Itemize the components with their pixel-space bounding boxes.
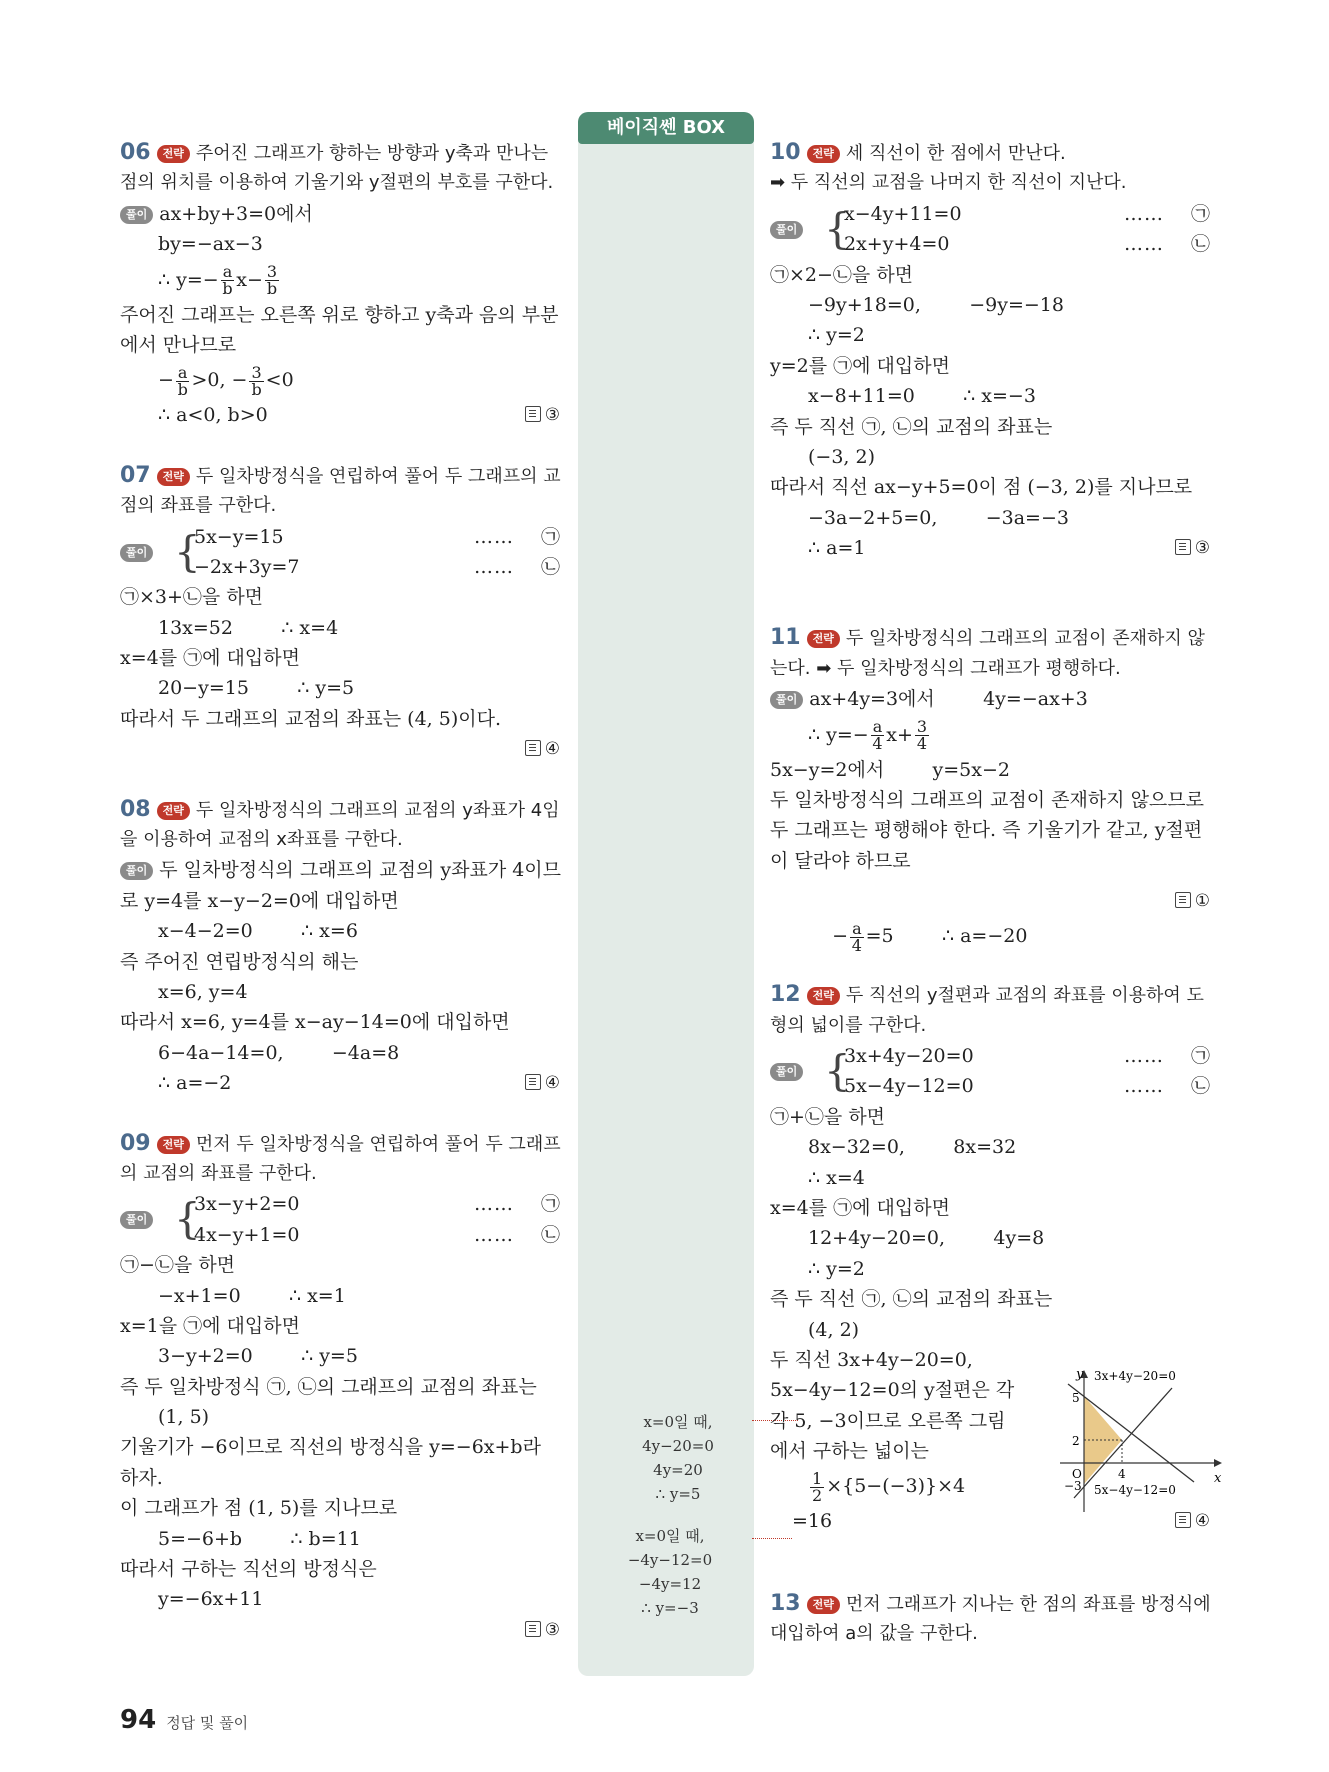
- solution-line: ax+4y=3에서 4y=−ax+3: [809, 688, 1088, 711]
- brace: {: [174, 1194, 201, 1244]
- solution-line: x−8+11=0 ∴ x=−3: [808, 385, 1036, 408]
- tick-label-4: 4: [1118, 1467, 1126, 1481]
- solution-line: − $\frac{a}{4}$ =5 ∴ a=−20 ①: [770, 876, 1210, 916]
- solution-line: 이 그래프가 점 (1, 5)를 지나므로: [120, 1497, 398, 1520]
- strategy-badge: 전략: [807, 1596, 840, 1614]
- solution-line: 20−y=15 ∴ y=5: [158, 677, 355, 700]
- equation-system: 풀이 { 5x−y=15 …… ㉠ −2x+3y=7 …… ㉡: [120, 522, 560, 583]
- solution-line: 6−4a−14=0, −4a=8: [158, 1041, 400, 1064]
- solution-line: 즉 주어진 연립방정식의 해는: [120, 950, 359, 973]
- solution-line: y=−6x+11: [158, 1588, 264, 1611]
- strategy-badge: 전략: [157, 468, 190, 486]
- solution-line: −3a−2+5=0, −3a=−3: [808, 506, 1069, 529]
- solution-line: ㉠+㉡을 하면: [770, 1105, 886, 1128]
- solution-line: 5=−6+b ∴ b=11: [158, 1527, 361, 1550]
- equation-system: 풀이 { 3x−y+2=0 …… ㉠ 4x−y+1=0 …… ㉡: [120, 1189, 560, 1250]
- page-footer: [120, 1705, 248, 1735]
- solution-badge: 풀이: [120, 206, 153, 224]
- side-note-line: x=0일 때,: [643, 1413, 713, 1431]
- tick-label-2: 2: [1072, 1434, 1080, 1448]
- answer-icon: [525, 406, 541, 422]
- answer-marker: ④: [525, 1068, 560, 1098]
- solution-line: 에서 구하는 넓이는: [770, 1440, 929, 1463]
- solution-line: ∴ a=−2 ④: [120, 1068, 560, 1098]
- solution-line: 5x−y=2에서 y=5x−2: [770, 758, 1010, 781]
- brace: {: [174, 526, 201, 576]
- solution-line: 이 달라야 하므로: [770, 849, 911, 872]
- solution-line: (4, 2): [808, 1318, 860, 1341]
- solution-line: x=4를 ㉠에 대입하면: [120, 647, 300, 670]
- solution-line: ㉠−㉡을 하면: [120, 1254, 236, 1277]
- brace: {: [824, 1046, 851, 1095]
- solution-line: (1, 5): [158, 1406, 210, 1429]
- strategy-badge: 전략: [157, 1136, 190, 1154]
- answer-icon: [1175, 892, 1191, 908]
- solution-line: ∴ y=− $\frac{a}{4}$ x+ $\frac{3}{4}$: [808, 717, 928, 754]
- solution-line: x=4를 ㉠에 대입하면: [770, 1196, 950, 1219]
- solution-badge: 풀이: [120, 1211, 153, 1229]
- left-column: [120, 138, 560, 1645]
- intercept-graph: [1054, 1366, 1224, 1516]
- problem-08-header: 08 전략 두 일차방정식의 그래프의 교점의 y좌표가 4임: [120, 796, 560, 822]
- answer-marker: ③: [1175, 533, 1210, 563]
- solution-line: 하자.: [120, 1466, 163, 1489]
- line-label-2: 5x−4y−12=0: [1094, 1483, 1176, 1497]
- equation-system: 풀이 { x−4y+11=0 …… ㉠ 2x+y+4=0 …… ㉡: [770, 199, 1210, 260]
- solution-line: ∴ a=1 ③: [770, 533, 1210, 563]
- equation-system: 풀이 { 3x+4y−20=0 …… ㉠ 5x−4y−12=0 …… ㉡: [770, 1041, 1210, 1102]
- solution-line: 따라서 x=6, y=4를 x−ay−14=0에 대입하면: [120, 1011, 510, 1034]
- answer-icon: [1175, 539, 1191, 555]
- problem-08-header-cont: 을 이용하여 교점의 x좌표를 구한다.: [120, 829, 403, 851]
- solution-line: ∴ x=4: [808, 1166, 865, 1189]
- side-note-line: ∴ y=5: [655, 1485, 701, 1503]
- tick-label-5: 5: [1072, 1391, 1080, 1405]
- problem-13-header: 13 전략 먼저 그래프가 지나는 한 점의 좌표를 방정식에: [770, 1590, 1211, 1616]
- solution-badge: 풀이: [120, 862, 153, 880]
- solution-line: 즉 두 직선 ㉠, ㉡의 교점의 좌표는: [770, 415, 1053, 438]
- solution-line: 8x−32=0, 8x=32: [808, 1136, 1017, 1159]
- problem-11-header: 11 전략 두 일차방정식의 그래프의 교점이 존재하지 않: [770, 625, 1205, 651]
- solution-line: 따라서 직선 ax−y+5=0이 점 (−3, 2)를 지나므로: [770, 476, 1193, 499]
- solution-line: 따라서 구하는 직선의 방정식은: [120, 1558, 377, 1581]
- solution-line: ∴ y=− $\frac{a}{b}$ x− $\frac{3}{b}$: [158, 262, 278, 299]
- solution-line: =16 ④: [770, 1506, 1210, 1536]
- answer-row: [120, 1615, 560, 1645]
- side-note-line: 4y=20: [653, 1461, 703, 1479]
- x-axis-label: x: [1214, 1471, 1222, 1486]
- problem-09-header: 09 전략 먼저 두 일차방정식을 연립하여 풀어 두 그래프: [120, 1130, 561, 1156]
- origin-label: O: [1072, 1467, 1082, 1481]
- solution-line: 각 5, −3이므로 오른쪽 그림: [770, 1409, 1006, 1432]
- solution-line: $\frac{1}{2}$ ×{5−(−3)}×4: [812, 1468, 966, 1505]
- answer-icon: [525, 740, 541, 756]
- problem-10-header: 10 전략 세 직선이 한 점에서 만난다.: [770, 140, 1066, 165]
- problem-12-header: 12 전략 두 직선의 y절편과 교점의 좌표를 이용하여 도: [770, 982, 1204, 1008]
- side-note-line: ∴ y=−3: [641, 1599, 699, 1617]
- answer-marker: ④: [1175, 1506, 1210, 1536]
- strategy-badge: 전략: [807, 145, 840, 163]
- solution-line: 12+4y−20=0, 4y=8: [808, 1227, 1045, 1250]
- solution-line: 13x=52 ∴ x=4: [158, 616, 339, 639]
- solution-line: −x+1=0 ∴ x=1: [158, 1284, 346, 1307]
- problem-06-header: 06 전략 주어진 그래프가 향하는 방향과 y축과 만나는: [120, 140, 549, 165]
- side-note-line: 4y−20=0: [642, 1437, 714, 1455]
- solution-line: ax+by+3=0에서: [159, 202, 313, 225]
- solution-line: 두 일차방정식의 그래프의 교점이 존재하지 않으므로: [770, 789, 1204, 812]
- strategy-badge: 전략: [807, 987, 840, 1005]
- solution-line: −9y+18=0, −9y=−18: [808, 293, 1064, 316]
- solution-badge: 풀이: [770, 691, 803, 709]
- footer-label: 정답 및 풀이: [166, 1714, 249, 1732]
- solution-line: 따라서 두 그래프의 교점의 좌표는 (4, 5)이다.: [120, 707, 501, 730]
- problem-10-header-cont: ➡ 두 직선의 교점을 나머지 한 직선이 지난다.: [770, 172, 1127, 194]
- y-axis-label: y: [1076, 1367, 1084, 1382]
- problem-09-header-cont: 의 교점의 좌표를 구한다.: [120, 1162, 317, 1184]
- solution-line: 두 그래프는 평행해야 한다. 즉 기울기가 같고, y절편: [770, 819, 1203, 842]
- solution-badge: 풀이: [120, 544, 153, 562]
- side-note-line: −4y−12=0: [627, 1551, 713, 1569]
- solution-line: x=6, y=4: [158, 981, 248, 1003]
- answer-marker: ③: [525, 400, 560, 430]
- solution-line: 3−y+2=0 ∴ y=5: [158, 1345, 358, 1368]
- problem-07-header-cont: 점의 좌표를 구한다.: [120, 495, 277, 517]
- page-number: 94: [120, 1705, 157, 1735]
- side-note-line: x=0일 때,: [635, 1527, 705, 1545]
- solution-line: (−3, 2): [808, 445, 876, 468]
- solution-line: − $\frac{a}{b}$ >0, − $\frac{3}{b}$ <0: [158, 362, 294, 399]
- problem-07-header: 07 전략 두 일차방정식을 연립하여 풀어 두 그래프의 교: [120, 462, 561, 488]
- solution-line: 로 y=4를 x−y−2=0에 대입하면: [120, 889, 399, 912]
- side-note-line: −4y=12: [638, 1575, 702, 1593]
- solution-line: ∴ y=2: [808, 324, 865, 347]
- solution-line: ㉠×3+㉡을 하면: [120, 586, 264, 609]
- answer-icon: [525, 1621, 541, 1637]
- problem-13-header-cont: 대입하여 a의 값을 구한다.: [770, 1623, 978, 1645]
- solution-line: 두 일차방정식의 그래프의 교점의 y좌표가 4이므: [159, 859, 562, 882]
- answer-marker: ③: [525, 1615, 560, 1645]
- solution-line: x=1을 ㉠에 대입하면: [120, 1314, 300, 1337]
- side-note-y-intercept-1: [608, 1410, 748, 1506]
- strategy-badge: 전략: [157, 802, 190, 820]
- problem-06-header-cont: 점의 위치를 이용하여 기울기와 y절편의 부호를 구한다.: [120, 172, 554, 194]
- answer-row: [120, 734, 560, 764]
- answer-icon: [525, 1074, 541, 1090]
- brace: {: [824, 203, 851, 253]
- solution-badge: 풀이: [770, 1063, 803, 1081]
- answer-marker: ①: [1175, 881, 1210, 921]
- strategy-badge: 전략: [157, 145, 190, 163]
- solution-line: ∴ y=2: [808, 1257, 865, 1280]
- solution-line: 즉 두 직선 ㉠, ㉡의 교점의 좌표는: [770, 1288, 1053, 1311]
- solution-line: by=−ax−3: [158, 233, 263, 256]
- problem-11-header-cont: 는다. ➡ 두 일차방정식의 그래프가 평행하다.: [770, 657, 1121, 679]
- solution-line: ∴ a<0, b>0 ③: [120, 400, 560, 430]
- x-axis-arrow: [1214, 1459, 1222, 1467]
- basic-box-title: 베이직쎈 BOX: [578, 112, 754, 144]
- solution-line: 기울기가 −6이므로 직선의 방정식을 y=−6x+b라: [120, 1436, 541, 1459]
- tick-label-neg3: −3: [1064, 1479, 1082, 1493]
- side-note-y-intercept-2: [600, 1524, 740, 1620]
- solution-badge: 풀이: [770, 221, 803, 239]
- line-label-1: 3x+4y−20=0: [1094, 1369, 1176, 1383]
- solution-line: 두 직선 3x+4y−20=0,: [770, 1348, 973, 1371]
- problem-12-header-cont: 형의 넓이를 구한다.: [770, 1014, 927, 1036]
- solution-line: 5x−4y−12=0의 y절편은 각: [770, 1379, 1015, 1402]
- solution-line: 에서 만나므로: [120, 333, 237, 356]
- strategy-badge: 전략: [807, 630, 840, 648]
- solution-line: 주어진 그래프는 오른쪽 위로 향하고 y축과 음의 부분: [120, 303, 559, 326]
- solution-line: ㉠×2−㉡을 하면: [770, 263, 914, 286]
- solution-line: x−4−2=0 ∴ x=6: [158, 920, 358, 943]
- solution-line: 즉 두 일차방정식 ㉠, ㉡의 그래프의 교점의 좌표는: [120, 1375, 537, 1398]
- solution-line: y=2를 ㉠에 대입하면: [770, 354, 950, 377]
- answer-marker: ④: [525, 734, 560, 764]
